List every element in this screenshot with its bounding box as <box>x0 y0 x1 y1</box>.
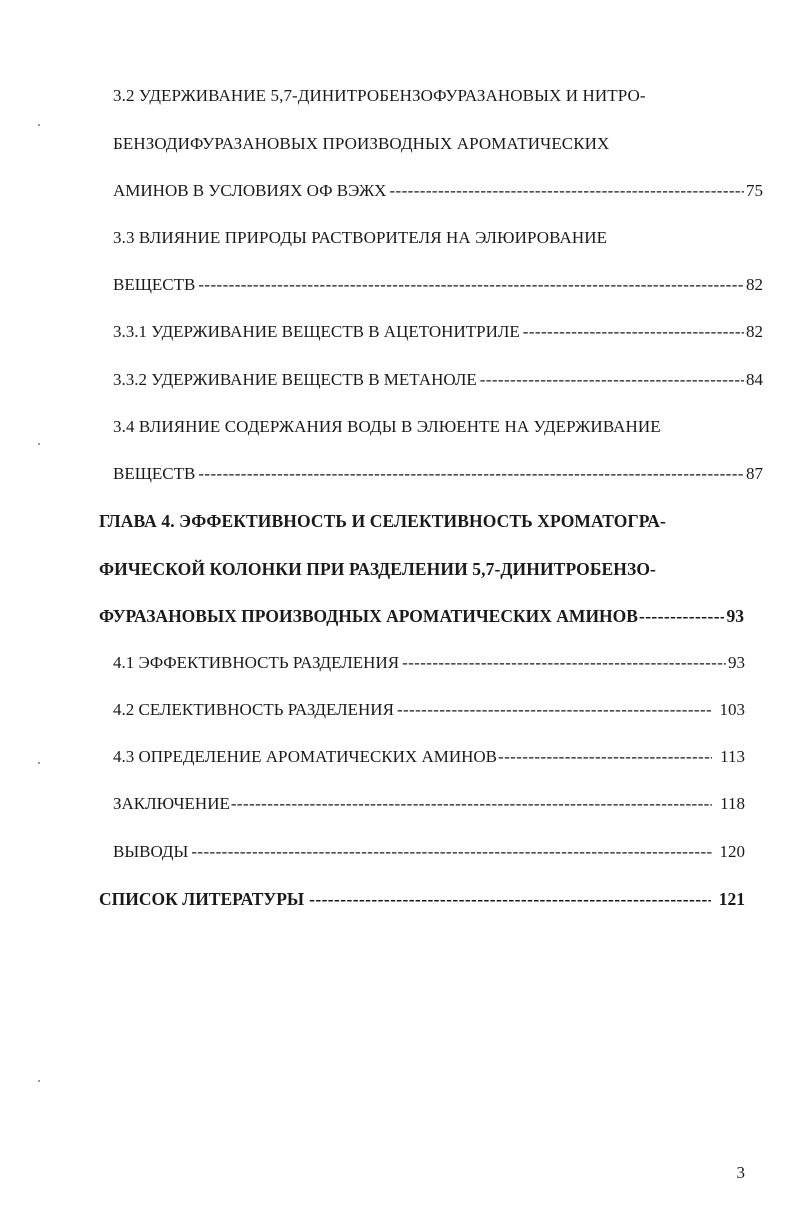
toc-entry-title: АМИНОВ В УСЛОВИЯХ ОФ ВЭЖХ <box>113 181 387 200</box>
dot-leader <box>498 747 712 767</box>
toc-entry-title: 4.3 ОПРЕДЕЛЕНИЕ АРОМАТИЧЕСКИХ АМИНОВ <box>113 747 498 766</box>
toc-entry-references <box>99 889 745 909</box>
toc-entry-title: 3.3.2 УДЕРЖИВАНИЕ ВЕЩЕСТВ В МЕТАНОЛЕ <box>113 370 477 389</box>
toc-entry-3-3-line-1: 3.3 ВЛИЯНИЕ ПРИРОДЫ РАСТВОРИТЕЛЯ НА ЭЛЮИРОВАНИЕ <box>113 228 608 247</box>
dot-leader <box>309 889 711 909</box>
toc-entry-title: 4.1 ЭФФЕКТИВНОСТЬ РАЗДЕЛЕНИЯ <box>113 653 400 672</box>
toc-page-number: 113 <box>720 747 745 766</box>
toc-page-number: 75 <box>746 181 763 200</box>
toc-chapter-4-line-1: ГЛАВА 4. ЭФФЕКТИВНОСТЬ И СЕЛЕКТИВНОСТЬ ХРОМАТОГРА- <box>99 511 666 531</box>
dot-leader <box>397 700 712 720</box>
toc-entry-3-2-line-2: БЕНЗОДИФУРАЗАНОВЫХ ПРОИЗВОДНЫХ АРОМАТИЧЕСКИХ <box>113 134 610 153</box>
margin-mark <box>38 443 40 445</box>
toc-entry-3-3-1 <box>113 322 763 342</box>
toc-page-number: 93 <box>726 606 744 626</box>
toc-entry-title: СПИСОК ЛИТЕРАТУРЫ <box>99 889 305 909</box>
toc-entry-title: ВЕЩЕСТВ <box>113 464 196 483</box>
toc-entry-3-2-line-1: 3.2 УДЕРЖИВАНИЕ 5,7-ДИНИТРОБЕНЗОФУРАЗАНОВЫХ И НИТРО- <box>113 86 646 105</box>
toc-entry-3-4-line-2 <box>113 464 763 484</box>
toc-page-number: 118 <box>720 794 745 813</box>
toc-entry-3-4-line-1: 3.4 ВЛИЯНИЕ СОДЕРЖАНИЯ ВОДЫ В ЭЛЮЕНТЕ НА УДЕРЖИВАНИЕ <box>113 417 661 436</box>
toc-entry-conclusion <box>113 794 745 814</box>
page-number: 3 <box>736 1163 745 1182</box>
toc-entry-title: ВЫВОДЫ <box>113 842 189 861</box>
toc-entry-3-2-line-3 <box>113 181 763 201</box>
dot-leader <box>480 370 744 390</box>
toc-page-number: 82 <box>746 322 763 341</box>
toc-chapter-4-line-2: ФИЧЕСКОЙ КОЛОНКИ ПРИ РАЗДЕЛЕНИИ 5,7-ДИНИТРОБЕНЗО- <box>99 559 656 579</box>
dot-leader <box>639 606 724 626</box>
margin-mark <box>38 1080 40 1082</box>
toc-page-number: 87 <box>746 464 763 483</box>
toc-page-number: 103 <box>719 700 745 719</box>
toc-entry-4-2 <box>113 700 745 720</box>
dot-leader <box>402 653 726 673</box>
toc-page-number: 121 <box>718 889 745 909</box>
toc-entry-4-1 <box>113 653 745 673</box>
dot-leader <box>523 322 744 342</box>
toc-page-number: 93 <box>728 653 745 672</box>
toc-page-number: 82 <box>746 275 763 294</box>
toc-page-number: 84 <box>746 370 763 389</box>
toc-entry-title: 3.3.1 УДЕРЖИВАНИЕ ВЕЩЕСТВ В АЦЕТОНИТРИЛЕ <box>113 322 520 341</box>
toc-entry-title: 4.2 СЕЛЕКТИВНОСТЬ РАЗДЕЛЕНИЯ <box>113 700 394 719</box>
dot-leader <box>191 842 711 862</box>
dot-leader <box>389 181 744 201</box>
toc-entry-title: ЗАКЛЮЧЕНИЕ <box>113 794 230 813</box>
margin-mark <box>38 762 40 764</box>
toc-page-number: 120 <box>719 842 745 861</box>
toc-entry-3-3-line-2 <box>113 275 763 295</box>
toc-entry-3-3-2 <box>113 370 763 390</box>
margin-mark <box>38 124 40 126</box>
toc-entry-title: ФУРАЗАНОВЫХ ПРОИЗВОДНЫХ АРОМАТИЧЕСКИХ АМИНОВ <box>99 606 638 626</box>
dot-leader <box>198 275 744 295</box>
toc-entry-findings <box>113 842 745 862</box>
toc-entry-title: ВЕЩЕСТВ <box>113 275 196 294</box>
toc-chapter-4-line-3 <box>99 606 744 626</box>
toc-entry-4-3 <box>113 747 745 767</box>
dot-leader <box>198 464 744 484</box>
dot-leader <box>231 794 712 814</box>
